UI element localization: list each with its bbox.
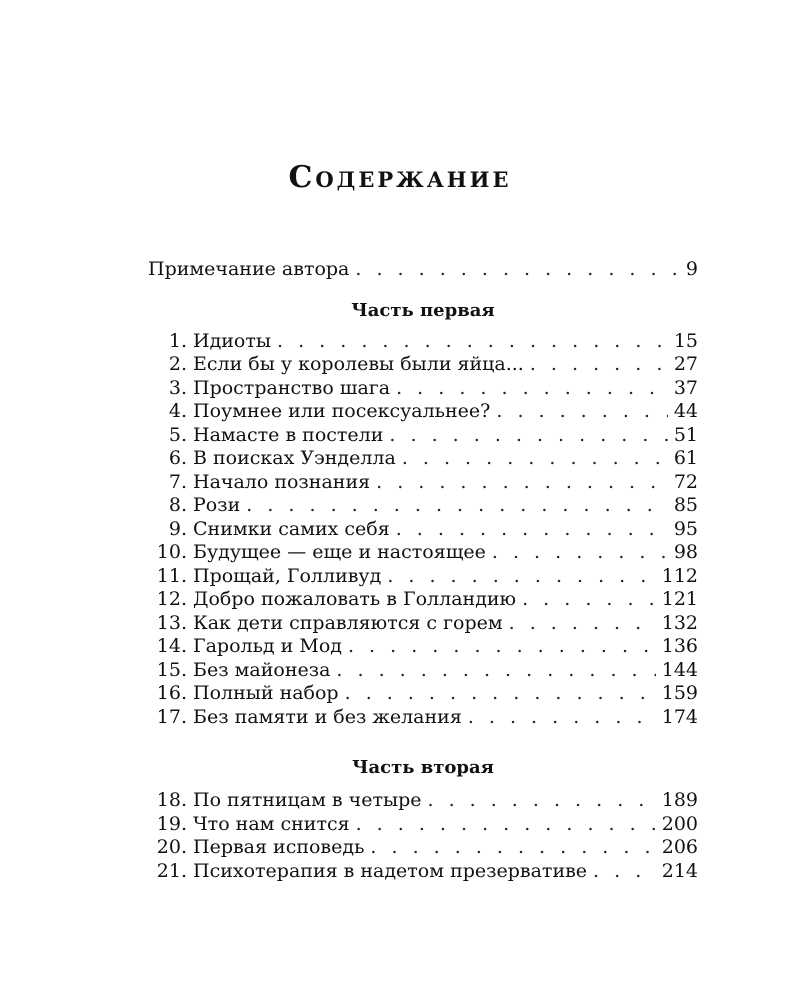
- table-of-contents: [148, 258, 698, 883]
- dot-leader: [496, 400, 667, 424]
- toc-entry-page: 206: [661, 836, 698, 858]
- toc-entry-page: 51: [673, 423, 698, 446]
- dot-leader: [370, 836, 655, 860]
- toc-entry-page: 95: [673, 517, 698, 540]
- toc-entry: [148, 471, 698, 495]
- toc-entry-page: 189: [661, 789, 698, 811]
- toc-entry-page: 214: [661, 859, 698, 882]
- toc-entry-page: 144: [661, 658, 698, 681]
- toc-entry-page: 9: [685, 258, 698, 280]
- toc-entry: [148, 682, 698, 706]
- toc-entry-page: 85: [673, 494, 698, 516]
- toc-entry-number: 3.: [168, 376, 187, 399]
- toc-entry-page: 15: [673, 329, 698, 352]
- dot-leader: [593, 860, 656, 884]
- toc-entry-title: Первая исповедь: [193, 836, 365, 858]
- toc-entry-number: 12.: [156, 588, 187, 610]
- dot-leader: [396, 518, 668, 542]
- dot-leader: [396, 377, 668, 401]
- toc-entry-page: 98: [673, 541, 698, 563]
- toc-entry: [148, 659, 698, 683]
- dot-leader: [246, 494, 668, 518]
- toc-entry-page: 121: [661, 588, 698, 610]
- part-heading-first: Часть первая: [351, 299, 495, 321]
- toc-entry-title: Будущее — еще и настоящее: [193, 541, 486, 563]
- toc-entry-number: 17.: [156, 705, 187, 728]
- part-first-list: [148, 330, 698, 730]
- dot-leader: [468, 706, 656, 730]
- toc-entry: [148, 330, 698, 354]
- toc-entry-page: 200: [661, 812, 698, 835]
- dot-leader: [389, 424, 667, 448]
- part-heading-second: Часть вторая: [352, 757, 494, 778]
- toc-entry-number: 13.: [156, 611, 187, 634]
- toc-entry-title: В поисках Уэнделла: [193, 447, 396, 469]
- toc-entry-title: Гарольд и Мод: [193, 635, 342, 657]
- toc-entry-number: 15.: [156, 658, 187, 681]
- dot-leader: [530, 353, 668, 377]
- toc-entry-page: 136: [661, 635, 698, 657]
- toc-entry: [148, 494, 698, 518]
- toc-entry-title: Полный набор: [193, 682, 339, 704]
- toc-entry: [148, 377, 698, 401]
- toc-entry-page: 44: [673, 400, 698, 422]
- toc-entry-title: Намасте в постели: [193, 423, 384, 446]
- toc-entry: [148, 706, 698, 730]
- toc-entry-title: По пятницам в четыре: [193, 789, 422, 811]
- toc-entry: [148, 541, 698, 565]
- toc-entry-number: 11.: [156, 564, 187, 587]
- toc-entry-number: 5.: [168, 423, 187, 446]
- toc-entry-title: Рози: [193, 494, 241, 516]
- toc-entry-page: 27: [673, 353, 698, 375]
- toc-entry: [148, 635, 698, 659]
- toc-entry: [148, 424, 698, 448]
- toc-entry-title: Начало познания: [193, 470, 371, 493]
- toc-entry-number: 16.: [156, 682, 187, 704]
- dot-leader: [345, 682, 656, 706]
- toc-entry-page: 159: [661, 682, 698, 704]
- toc-entry-title: Без памяти и без желания: [193, 705, 462, 728]
- toc-entry: [148, 789, 698, 813]
- toc-entry-number: 6.: [168, 447, 187, 469]
- toc-entry: [148, 836, 698, 860]
- toc-entry-title: Пространство шага: [193, 376, 391, 399]
- toc-entry: [148, 860, 698, 884]
- toc-entry-number: 21.: [156, 859, 187, 882]
- toc-entry: [148, 612, 698, 636]
- part-second-list: [148, 789, 698, 883]
- dot-leader: [509, 612, 656, 636]
- toc-entry-title: Примечание автора: [148, 258, 350, 280]
- toc-entry: [148, 447, 698, 471]
- toc-entry-title: Снимки самих себя: [193, 517, 390, 540]
- toc-entry-page: 132: [661, 611, 698, 634]
- toc-entry-title: Что нам снится: [193, 812, 350, 835]
- toc-entry-number: 10.: [156, 541, 187, 563]
- toc-entry: [148, 400, 698, 424]
- toc-entry: [148, 518, 698, 542]
- dot-leader: [355, 258, 678, 282]
- toc-entry-author-note: [148, 258, 698, 282]
- toc-entry-page: 112: [661, 564, 698, 587]
- toc-entry-number: 20.: [156, 836, 187, 858]
- page-title: Содержание: [288, 160, 512, 195]
- toc-entry-page: 61: [673, 447, 698, 469]
- toc-entry-title: Как дети справляются с горем: [193, 611, 503, 634]
- toc-entry-number: 18.: [156, 789, 187, 811]
- toc-entry-title: Психотерапия в надетом презервативе: [193, 859, 588, 882]
- toc-entry: [148, 565, 698, 589]
- dot-leader: [277, 330, 668, 354]
- toc-entry: [148, 353, 698, 377]
- toc-entry-page: 72: [673, 470, 698, 493]
- dot-leader: [402, 447, 668, 471]
- dot-leader: [356, 813, 656, 837]
- dot-leader: [348, 635, 656, 659]
- toc-entry-title: Добро пожаловать в Голландию: [193, 588, 517, 610]
- toc-entry-number: 19.: [156, 812, 187, 835]
- dot-leader: [492, 541, 668, 565]
- toc-entry-title: Идиоты: [193, 329, 272, 352]
- toc-entry-number: 4.: [168, 400, 187, 422]
- toc-entry-number: 2.: [168, 353, 187, 375]
- toc-entry-number: 9.: [168, 517, 187, 540]
- dot-leader: [336, 659, 655, 683]
- dot-leader: [376, 471, 668, 495]
- toc-entry-number: 1.: [168, 329, 187, 352]
- toc-entry-page: 37: [673, 376, 698, 399]
- toc-entry: [148, 813, 698, 837]
- toc-entry-page: 174: [661, 705, 698, 728]
- dot-leader: [387, 565, 655, 589]
- toc-entry-number: 7.: [168, 470, 187, 493]
- toc-entry-title: Если бы у королевы были яйца...: [193, 353, 524, 375]
- toc-entry-title: Без майонеза: [193, 658, 331, 681]
- dot-leader: [522, 588, 656, 612]
- dot-leader: [427, 789, 655, 813]
- toc-entry-title: Поумнее или посексуальнее?: [193, 400, 491, 422]
- toc-entry-title: Прощай, Голливуд: [193, 564, 382, 587]
- toc-entry: [148, 588, 698, 612]
- toc-entry-number: 14.: [156, 635, 187, 657]
- toc-entry-number: 8.: [168, 494, 187, 516]
